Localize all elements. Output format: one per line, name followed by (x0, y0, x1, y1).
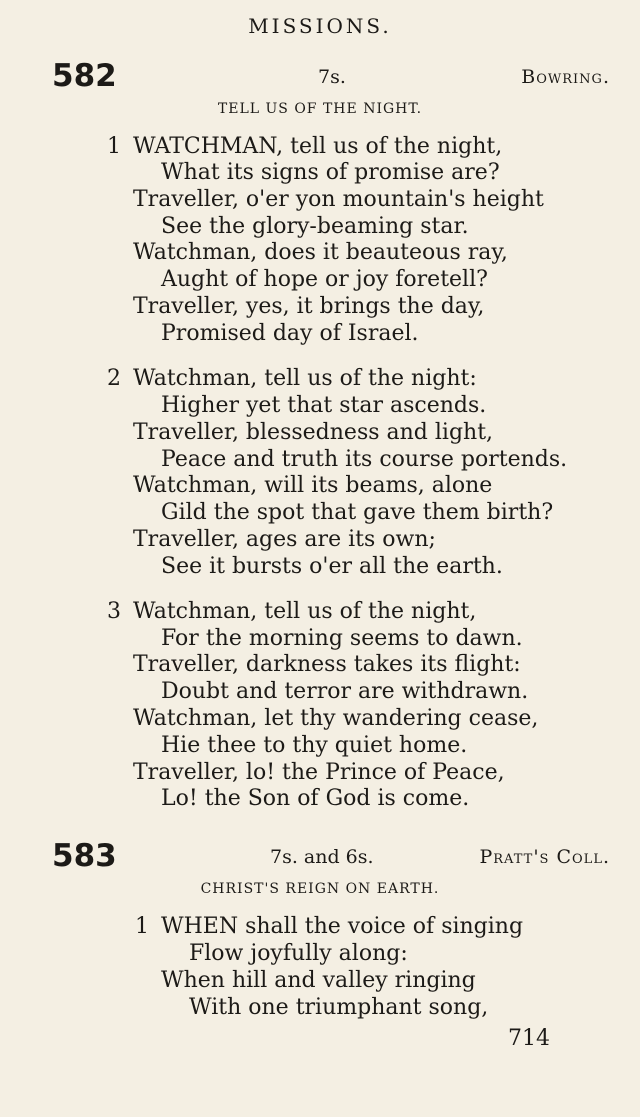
verse-line: Flow joyfully along: (189, 941, 408, 966)
stanza-number: 1 (135, 914, 149, 939)
verse-line: When hill and valley ringing (161, 968, 476, 993)
hymn-meter: 7s. and 6s. (270, 846, 374, 868)
verse-line: Watchman, does it beauteous ray, (133, 240, 508, 265)
verse-line: Traveller, ages are its own; (133, 527, 436, 552)
verse-line: Promised day of Israel. (161, 321, 419, 346)
verse-line: Watchman, tell us of the night: (133, 366, 477, 391)
verse-line: Watchman, let thy wandering cease, (133, 706, 539, 731)
verse-line: Watchman, will its beams, alone (133, 473, 493, 498)
stanza-number: 1 (107, 134, 121, 159)
verse-line: What its signs of promise are? (161, 160, 500, 185)
running-head: MISSIONS. (248, 14, 392, 38)
verse-line: Peace and truth its course portends. (161, 447, 568, 472)
hymn-number: 583 (52, 838, 117, 874)
verse-line: Doubt and terror are withdrawn. (161, 679, 529, 704)
verse-line: See the glory-beaming star. (161, 214, 469, 239)
verse-line: WATCHMAN, tell us of the night, (133, 134, 503, 159)
verse-line: Traveller, lo! the Prince of Peace, (133, 760, 505, 785)
verse-line: Traveller, darkness takes its flight: (133, 652, 521, 677)
hymn-number: 582 (52, 58, 117, 94)
hymn-meter: 7s. (318, 66, 346, 88)
hymn-header (0, 838, 640, 878)
verse-line: WHEN shall the voice of singing (161, 914, 524, 939)
page-number: 714 (508, 1026, 550, 1051)
verse-line: Higher yet that star ascends. (161, 393, 487, 418)
stanza-number: 3 (107, 599, 121, 624)
hymn-author: Bowring. (521, 66, 610, 88)
hymn-author: Pratt's Coll. (479, 846, 610, 868)
verse-line: Traveller, o'er yon mountain's height (133, 187, 544, 212)
verse-line: Hie thee to thy quiet home. (161, 733, 468, 758)
verse-line: For the morning seems to dawn. (161, 626, 523, 651)
hymn-title: TELL US OF THE NIGHT. (217, 101, 423, 117)
verse-line: With one triumphant song, (189, 995, 489, 1020)
verse-line: Traveller, blessedness and light, (133, 420, 494, 445)
hymn-header (0, 58, 640, 98)
hymn-title: CHRIST'S REIGN ON EARTH. (200, 881, 440, 897)
verse-line: Aught of hope or joy foretell? (161, 267, 488, 292)
stanza-number: 2 (107, 366, 121, 391)
verse-line: Traveller, yes, it brings the day, (133, 294, 485, 319)
verse-line: Gild the spot that gave them birth? (161, 500, 554, 525)
verse-line: Watchman, tell us of the night, (133, 599, 477, 624)
verse-line: Lo! the Son of God is come. (161, 786, 470, 811)
verse-line: See it bursts o'er all the earth. (161, 554, 503, 579)
